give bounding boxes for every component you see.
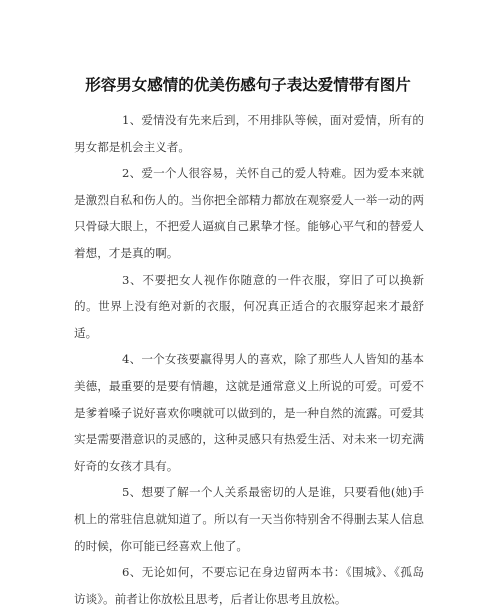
document-title: 形容男女感情的优美伤感句子表达爱情带有图片 (85, 76, 411, 94)
paragraph-6: 6、无论如何，不要忘记在身边留两本书：《围城》、《孤岛访谈》。前者让你放松且思考，后者让你思考且放松。 (74, 565, 424, 606)
paragraph-5: 5、想要了解一个人关系最密切的人是谁，只要看他(她)手机上的常驻信息就知道了。所以有一天当你特别舍不得删去某人信息的时候，你可能已经喜欢上他了。 (74, 485, 424, 553)
paragraph-4: 4、一个女孩要赢得男人的喜欢，除了那些人人皆知的基本美德，最重要的是要有情趣，这就是通常意义上所说的可爱。可爱不是爹着嗓子说好喜欢你噢就可以做到的，是一种自然的流露。可爱其实是需要潜意识的灵感的，这种灵感只有热爱生活、对未来一切充满好奇的女孩才具有。 (74, 352, 424, 473)
paragraph-3: 3、不要把女人视作你随意的一件衣服，穿旧了可以换新的。世界上没有绝对新的衣服，何况真正适合的衣服穿起来才最舒适。 (74, 272, 424, 340)
paragraph-1: 1、爱情没有先来后到，不用排队等候，面对爱情，所有的男女都是机会主义者。 (74, 113, 424, 154)
document-body (74, 107, 424, 612)
paragraph-2: 2、爱一个人很容易，关怀自己的爱人特难。因为爱本来就是激烈自私和伤人的。当你把全部精力都放在观察爱人一举一动的两只骨碌大眼上，不把爱人逼疯自己累挚才怪。能够心平气和的替爱人着想，才是真的啊。 (74, 166, 424, 260)
